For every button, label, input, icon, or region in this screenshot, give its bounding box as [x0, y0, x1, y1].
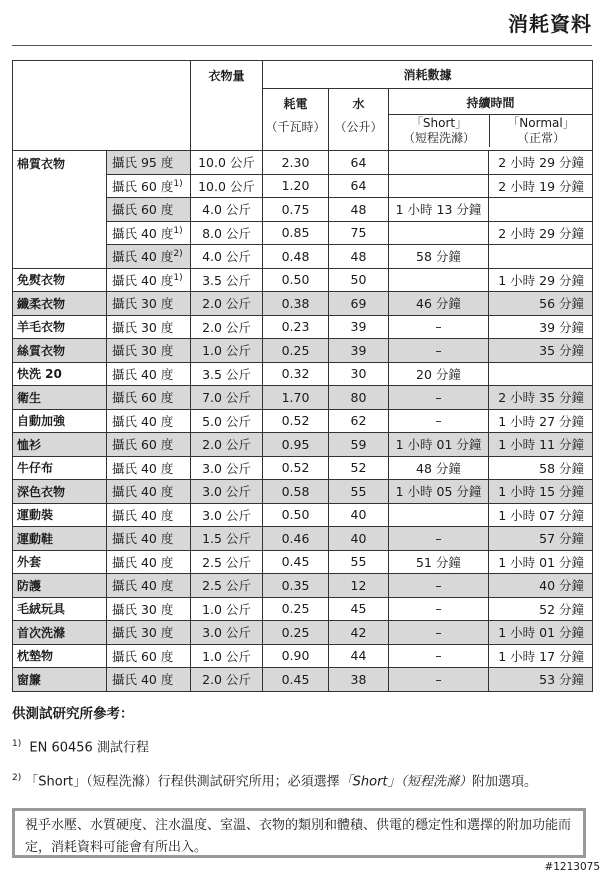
load-cell: 1.0 公斤	[191, 597, 263, 621]
water-cell: 64	[329, 174, 389, 198]
load-cell: 2.5 公斤	[191, 550, 263, 574]
footnote-1-text: EN 60456 測試行程	[29, 740, 149, 756]
program-name: 恤衫	[13, 433, 107, 457]
normal-duration-cell: 57 分鐘	[489, 527, 593, 551]
title-divider	[12, 45, 592, 46]
header-water-label: 水	[352, 97, 365, 111]
footnote-marker: 1)	[173, 272, 183, 283]
header-load: 衣物量	[191, 61, 263, 151]
load-cell: 1.0 公斤	[191, 644, 263, 668]
load-cell: 2.0 公斤	[191, 668, 263, 692]
normal-duration-cell: 1 小時 01 分鐘	[489, 550, 593, 574]
temperature-cell	[107, 292, 191, 316]
header-water-unit: （公升）	[334, 120, 383, 134]
temperature-cell	[107, 597, 191, 621]
header-normal	[490, 115, 592, 147]
temperature: 攝氏 60 度	[112, 202, 174, 218]
energy-cell: 1.70	[263, 386, 329, 410]
energy-cell: 0.50	[263, 268, 329, 292]
normal-duration-cell: 2 小時 19 分鐘	[489, 174, 593, 198]
header-short	[389, 115, 490, 147]
temperature: 攝氏 40 度	[112, 249, 174, 265]
program-name: 毛絨玩具	[13, 597, 107, 621]
temperature-cell	[107, 362, 191, 386]
water-cell: 48	[329, 245, 389, 269]
temperature: 攝氏 30 度	[112, 601, 174, 617]
normal-duration-cell	[489, 362, 593, 386]
load-cell: 10.0 公斤	[191, 151, 263, 175]
temperature: 攝氏 30 度	[112, 319, 174, 335]
normal-duration-cell	[489, 245, 593, 269]
references	[12, 702, 592, 803]
load-cell: 2.0 公斤	[191, 292, 263, 316]
energy-cell: 2.30	[263, 151, 329, 175]
load-cell: 1.5 公斤	[191, 527, 263, 551]
header-water	[329, 89, 389, 151]
header-blank	[13, 61, 191, 151]
table-row	[13, 409, 593, 433]
load-cell: 7.0 公斤	[191, 386, 263, 410]
program-name: 深色衣物	[13, 480, 107, 504]
normal-duration-cell: 39 分鐘	[489, 315, 593, 339]
water-cell: 12	[329, 574, 389, 598]
temperature: 攝氏 95 度	[112, 155, 174, 171]
energy-cell: 0.46	[263, 527, 329, 551]
energy-cell: 0.25	[263, 597, 329, 621]
load-cell: 3.0 公斤	[191, 456, 263, 480]
temperature: 攝氏 40 度	[112, 554, 174, 570]
program-name: 外套	[13, 550, 107, 574]
footnote-1	[12, 734, 592, 758]
temperature: 攝氏 60 度	[112, 390, 174, 406]
footnote-2-option: 「Short」（短程洗滌）	[339, 774, 473, 790]
load-cell: 2.5 公斤	[191, 574, 263, 598]
normal-duration-cell: 40 分鐘	[489, 574, 593, 598]
header-normal-sub: （正常）	[517, 131, 566, 145]
table-row	[13, 362, 593, 386]
water-cell: 40	[329, 527, 389, 551]
short-duration-cell	[389, 151, 489, 175]
water-cell: 59	[329, 433, 389, 457]
temperature: 攝氏 30 度	[112, 343, 174, 359]
energy-cell: 0.35	[263, 574, 329, 598]
energy-cell: 0.50	[263, 503, 329, 527]
table-row	[13, 621, 593, 645]
load-cell: 3.0 公斤	[191, 621, 263, 645]
normal-duration-cell	[489, 198, 593, 222]
temperature-cell	[107, 527, 191, 551]
temperature: 攝氏 30 度	[112, 296, 174, 312]
short-duration-cell: –	[389, 339, 489, 363]
footnote-marker: 2)	[173, 249, 183, 260]
references-heading: 供測試研究所參考：	[12, 706, 134, 722]
program-name: 運動裝	[13, 503, 107, 527]
water-cell: 45	[329, 597, 389, 621]
short-duration-cell: –	[389, 621, 489, 645]
water-cell: 75	[329, 221, 389, 245]
energy-cell: 0.90	[263, 644, 329, 668]
temperature: 攝氏 60 度	[112, 178, 174, 194]
short-duration-cell: 1 小時 01 分鐘	[389, 433, 489, 457]
normal-duration-cell: 2 小時 29 分鐘	[489, 151, 593, 175]
short-duration-cell	[389, 174, 489, 198]
energy-cell: 0.75	[263, 198, 329, 222]
temperature: 攝氏 40 度	[112, 272, 174, 288]
table-row	[13, 151, 593, 175]
program-name: 牛仔布	[13, 456, 107, 480]
temperature: 攝氏 40 度	[112, 225, 174, 241]
table-row	[13, 315, 593, 339]
load-cell: 1.0 公斤	[191, 339, 263, 363]
table-row	[13, 292, 593, 316]
temperature-cell	[107, 339, 191, 363]
program-name: 快洗 20	[13, 362, 107, 386]
header-energy	[263, 89, 329, 151]
table-row	[13, 433, 593, 457]
short-duration-cell: 46 分鐘	[389, 292, 489, 316]
table-row	[13, 668, 593, 692]
temperature-cell	[107, 480, 191, 504]
footnote-2-mark: 2)	[12, 773, 22, 784]
page-title: 消耗資料	[508, 12, 592, 36]
temperature-cell	[107, 550, 191, 574]
short-duration-cell: –	[389, 574, 489, 598]
header-duration-label: 持續時間	[389, 92, 592, 115]
footnote-marker: 1)	[173, 178, 183, 189]
load-cell: 5.0 公斤	[191, 409, 263, 433]
program-name: 棉質衣物	[13, 151, 107, 269]
short-duration-cell: 48 分鐘	[389, 456, 489, 480]
normal-duration-cell: 35 分鐘	[489, 339, 593, 363]
normal-duration-cell: 2 小時 35 分鐘	[489, 386, 593, 410]
short-duration-cell: 58 分鐘	[389, 245, 489, 269]
temperature-cell	[107, 644, 191, 668]
temperature: 攝氏 40 度	[112, 672, 174, 688]
load-cell: 3.0 公斤	[191, 503, 263, 527]
temperature-cell	[107, 621, 191, 645]
short-duration-cell: –	[389, 315, 489, 339]
program-name: 運動鞋	[13, 527, 107, 551]
normal-duration-cell: 56 分鐘	[489, 292, 593, 316]
water-cell: 40	[329, 503, 389, 527]
load-cell: 4.0 公斤	[191, 245, 263, 269]
temperature-cell	[107, 386, 191, 410]
footnote-2-text-a: 「Short」（短程洗滌）行程供測試研究所用；必須選擇	[25, 774, 340, 790]
normal-duration-cell: 53 分鐘	[489, 668, 593, 692]
program-name: 防護	[13, 574, 107, 598]
temperature-cell	[107, 198, 191, 222]
normal-duration-cell: 1 小時 15 分鐘	[489, 480, 593, 504]
temperature: 攝氏 60 度	[112, 648, 174, 664]
energy-cell: 0.45	[263, 668, 329, 692]
program-name: 自動加強	[13, 409, 107, 433]
document-id: #1213075	[544, 861, 600, 873]
water-cell: 55	[329, 480, 389, 504]
load-cell: 10.0 公斤	[191, 174, 263, 198]
temperature: 攝氏 40 度	[112, 507, 174, 523]
table-row	[13, 644, 593, 668]
water-cell: 62	[329, 409, 389, 433]
water-cell: 50	[329, 268, 389, 292]
header-duration	[389, 89, 593, 151]
energy-cell: 0.58	[263, 480, 329, 504]
short-duration-cell: 51 分鐘	[389, 550, 489, 574]
program-name: 絲質衣物	[13, 339, 107, 363]
energy-cell: 0.23	[263, 315, 329, 339]
info-text: 視乎水壓、水質硬度、注水溫度、室溫、衣物的類別和體積、供電的穩定性和選擇的附加功能而定，消耗資料可能會有所出入。	[25, 818, 572, 855]
water-cell: 64	[329, 151, 389, 175]
header-energy-label: 耗電	[283, 97, 308, 111]
load-cell: 4.0 公斤	[191, 198, 263, 222]
water-cell: 80	[329, 386, 389, 410]
temperature-cell	[107, 315, 191, 339]
table-body	[13, 151, 593, 692]
temperature: 攝氏 40 度	[112, 460, 174, 476]
energy-cell: 0.32	[263, 362, 329, 386]
table-row	[13, 339, 593, 363]
load-cell: 3.5 公斤	[191, 268, 263, 292]
normal-duration-cell: 1 小時 17 分鐘	[489, 644, 593, 668]
energy-cell: 0.85	[263, 221, 329, 245]
header-consumption: 消耗數據	[263, 61, 593, 89]
normal-duration-cell: 52 分鐘	[489, 597, 593, 621]
short-duration-cell: –	[389, 386, 489, 410]
temperature: 攝氏 40 度	[112, 484, 174, 500]
table-row	[13, 527, 593, 551]
table-row	[13, 550, 593, 574]
consumption-table	[12, 60, 593, 692]
temperature-cell	[107, 409, 191, 433]
temperature: 攝氏 40 度	[112, 413, 174, 429]
normal-duration-cell: 1 小時 11 分鐘	[489, 433, 593, 457]
short-duration-cell: –	[389, 409, 489, 433]
temperature: 攝氏 40 度	[112, 531, 174, 547]
program-name: 首次洗滌	[13, 621, 107, 645]
normal-duration-cell: 2 小時 29 分鐘	[489, 221, 593, 245]
table-row	[13, 503, 593, 527]
energy-cell: 0.38	[263, 292, 329, 316]
temperature-cell	[107, 151, 191, 175]
short-duration-cell	[389, 268, 489, 292]
energy-cell: 0.52	[263, 409, 329, 433]
normal-duration-cell: 1 小時 29 分鐘	[489, 268, 593, 292]
footnote-marker: 1)	[173, 225, 183, 236]
table-row	[13, 456, 593, 480]
water-cell: 69	[329, 292, 389, 316]
table-row	[13, 480, 593, 504]
water-cell: 44	[329, 644, 389, 668]
temperature: 攝氏 40 度	[112, 366, 174, 382]
info-box	[12, 808, 586, 858]
temperature-cell	[107, 221, 191, 245]
temperature: 攝氏 40 度	[112, 578, 174, 594]
short-duration-cell: –	[389, 527, 489, 551]
table-row	[13, 597, 593, 621]
short-duration-cell	[389, 503, 489, 527]
water-cell: 30	[329, 362, 389, 386]
water-cell: 38	[329, 668, 389, 692]
water-cell: 55	[329, 550, 389, 574]
load-cell: 3.0 公斤	[191, 480, 263, 504]
program-name: 羊毛衣物	[13, 315, 107, 339]
short-duration-cell	[389, 221, 489, 245]
header-short-label: 「Short」	[410, 116, 468, 130]
normal-duration-cell: 58 分鐘	[489, 456, 593, 480]
load-cell: 2.0 公斤	[191, 315, 263, 339]
header-normal-label: 「Normal」	[507, 116, 575, 130]
program-name: 窗簾	[13, 668, 107, 692]
table-row	[13, 386, 593, 410]
temperature-cell	[107, 245, 191, 269]
short-duration-cell: –	[389, 644, 489, 668]
temperature-cell	[107, 503, 191, 527]
energy-cell: 1.20	[263, 174, 329, 198]
program-name: 衛生	[13, 386, 107, 410]
water-cell: 39	[329, 315, 389, 339]
footnote-2	[12, 768, 592, 792]
header-row-1	[13, 61, 593, 89]
load-cell: 3.5 公斤	[191, 362, 263, 386]
short-duration-cell: 20 分鐘	[389, 362, 489, 386]
header-energy-unit: （千瓦時）	[265, 120, 326, 134]
program-name: 枕墊物	[13, 644, 107, 668]
temperature-cell	[107, 433, 191, 457]
water-cell: 52	[329, 456, 389, 480]
temperature-cell	[107, 456, 191, 480]
short-duration-cell: –	[389, 668, 489, 692]
footnote-2-text-c: 附加選項。	[472, 774, 538, 790]
temperature-cell	[107, 268, 191, 292]
load-cell: 2.0 公斤	[191, 433, 263, 457]
water-cell: 48	[329, 198, 389, 222]
program-name: 免熨衣物	[13, 268, 107, 292]
energy-cell: 0.95	[263, 433, 329, 457]
header-short-sub: （短程洗滌）	[402, 131, 475, 145]
normal-duration-cell: 1 小時 27 分鐘	[489, 409, 593, 433]
normal-duration-cell: 1 小時 07 分鐘	[489, 503, 593, 527]
program-name: 纖柔衣物	[13, 292, 107, 316]
energy-cell: 0.25	[263, 621, 329, 645]
energy-cell: 0.45	[263, 550, 329, 574]
table-row	[13, 574, 593, 598]
energy-cell: 0.48	[263, 245, 329, 269]
energy-cell: 0.52	[263, 456, 329, 480]
temperature: 攝氏 30 度	[112, 625, 174, 641]
short-duration-cell: 1 小時 13 分鐘	[389, 198, 489, 222]
short-duration-cell: –	[389, 597, 489, 621]
footnote-1-mark: 1)	[12, 739, 22, 749]
temperature-cell	[107, 174, 191, 198]
short-duration-cell: 1 小時 05 分鐘	[389, 480, 489, 504]
temperature: 攝氏 60 度	[112, 437, 174, 453]
table-row	[13, 268, 593, 292]
water-cell: 39	[329, 339, 389, 363]
temperature-cell	[107, 668, 191, 692]
water-cell: 42	[329, 621, 389, 645]
load-cell: 8.0 公斤	[191, 221, 263, 245]
temperature-cell	[107, 574, 191, 598]
normal-duration-cell: 1 小時 01 分鐘	[489, 621, 593, 645]
energy-cell: 0.25	[263, 339, 329, 363]
